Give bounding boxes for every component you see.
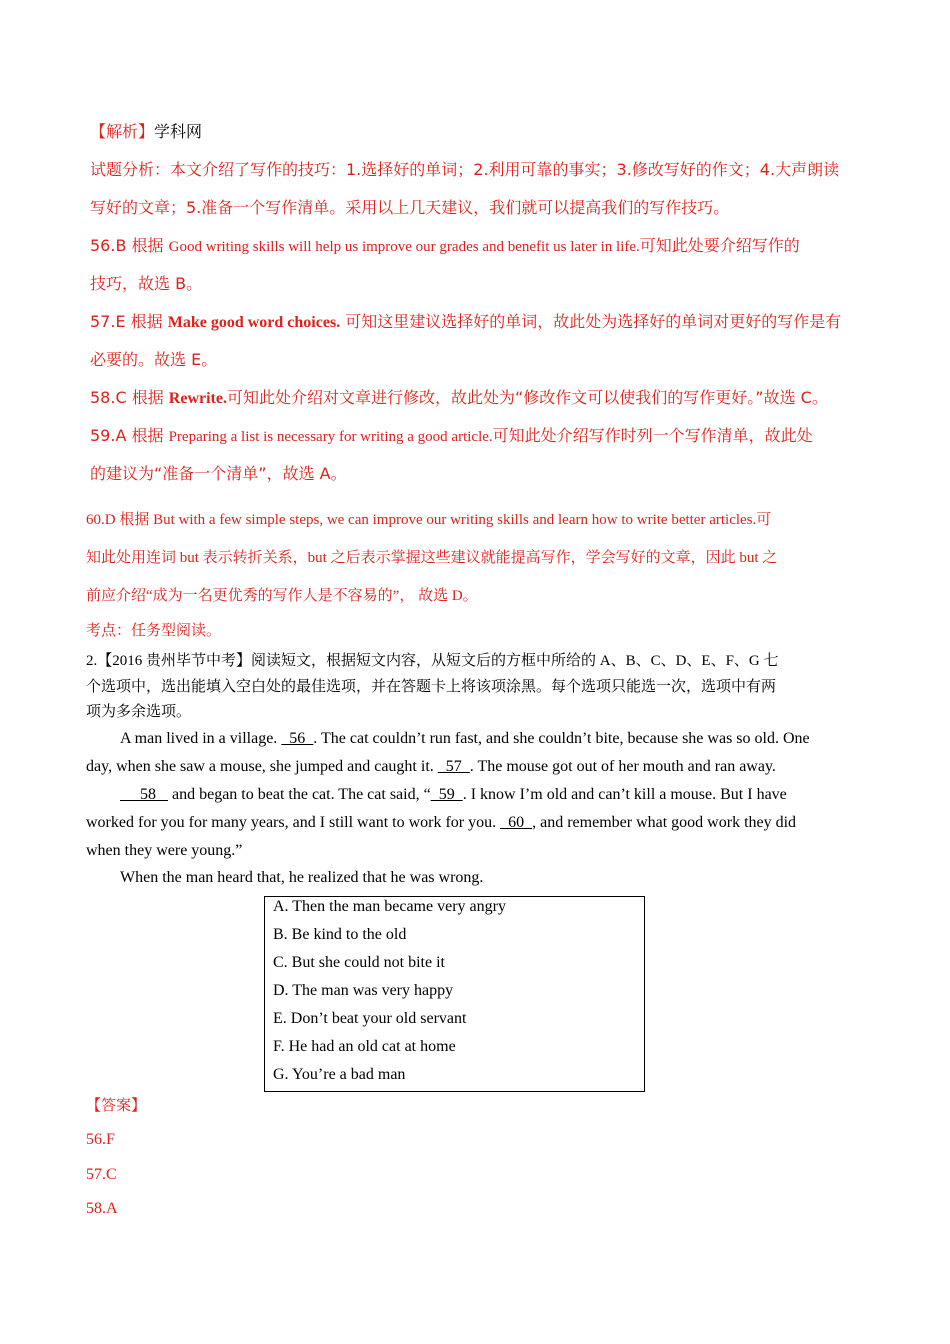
- passage-line-3: [120, 785, 787, 805]
- analysis-line-1: 试题分析：本文介绍了写作的技巧：1.选择好的单词；2.利用可靠的事实；3.修改写好的作文；4.大声朗读: [90, 160, 840, 179]
- q59-prefix: 59.A 根据: [90, 426, 169, 445]
- q59-quote: Preparing a list is necessary for writing a good article.: [168, 429, 493, 445]
- q60-line-2: 知此处用连词 but 表示转折关系，but 之后表示掌握这些建议就能提高写作，学会写好的文章，因此 but 之: [86, 550, 778, 566]
- passage-line-1: [120, 729, 810, 749]
- q2-intro-2: 个选项中，选出能填入空白处的最佳选项，并在答题卡上将该项涂黑。每个选项只能选一次，选项中有两: [86, 679, 777, 695]
- q56-quote: Good writing skills will help us improve our grades and benefit us later in life.: [168, 239, 640, 255]
- text: . I know I’m old and can’t kill a mouse. But I have: [462, 786, 787, 803]
- analysis-source: 学科网: [154, 122, 203, 141]
- q57-explanation: [90, 312, 841, 333]
- q58-explanation: [90, 388, 828, 409]
- text: worked for you for many years, and I still want to work for you.: [86, 814, 501, 831]
- q57-suffix: 可知这里建议选择好的单词，故此处为选择好的单词对更好的写作是有: [340, 312, 842, 331]
- analysis-bracket: 【解析】: [90, 122, 155, 141]
- q60-line-1: 60.D 根据 But with a few simple steps, we can improve our writing skills and learn how to write better articles.可: [86, 512, 772, 528]
- option-g[interactable]: G. You’re a bad man: [273, 1066, 406, 1083]
- blank-60[interactable]: 60: [500, 814, 533, 831]
- answer-57: 57.C: [86, 1166, 117, 1183]
- q57-prefix: 57.E 根据: [90, 312, 168, 331]
- q56-suffix: 可知此处要介绍写作的: [639, 236, 800, 255]
- text: . The cat couldn’t run fast, and she couldn’t bite, because she was so old. One: [313, 730, 810, 747]
- options-box: [264, 896, 645, 1092]
- passage-line-5: when they were young.”: [86, 842, 243, 859]
- text: and began to beat the cat. The cat said, “: [168, 786, 431, 803]
- passage-line-6: When the man heard that, he realized that he was wrong.: [120, 869, 484, 886]
- q56-line-2: 技巧，故选 B。: [90, 274, 203, 293]
- passage-line-2: [86, 757, 776, 777]
- q59-line-2: 的建议为“准备一个清单”，故选 A。: [90, 464, 347, 483]
- q2-intro-3: 项为多余选项。: [86, 704, 192, 720]
- q57-quote: Make good word choices.: [167, 314, 341, 331]
- blank-58[interactable]: 58: [120, 786, 168, 803]
- analysis-line-2: 写好的文章；5.准备一个写作清单。采用以上几天建议，我们就可以提高我们的写作技巧。: [90, 198, 730, 217]
- blank-57[interactable]: 57: [437, 758, 470, 775]
- text: A man lived in a village.: [120, 730, 282, 747]
- q56-explanation: [90, 236, 800, 257]
- option-c[interactable]: C. But she could not bite it: [273, 954, 445, 971]
- text: . The mouse got out of her mouth and ran away.: [469, 758, 776, 775]
- q60-line-3: 前应介绍“成为一名更优秀的写作人是不容易的”， 故选 D。: [86, 588, 478, 604]
- kaodian: 考点：任务型阅读。: [86, 623, 222, 639]
- option-e[interactable]: E. Don’t beat your old servant: [273, 1010, 467, 1027]
- text: day, when she saw a mouse, she jumped and caught it.: [86, 758, 438, 775]
- q59-suffix: 可知此处介绍写作时列一个写作清单，故此处: [492, 426, 813, 445]
- option-b[interactable]: B. Be kind to the old: [273, 926, 407, 943]
- blank-56[interactable]: 56: [281, 730, 314, 747]
- answer-56: 56.F: [86, 1131, 115, 1148]
- answers-label: 【答案】: [86, 1098, 147, 1114]
- q58-prefix: 58.C 根据: [90, 388, 169, 407]
- q58-suffix: 可知此处介绍对文章进行修改，故此处为“修改作文可以使我们的写作更好。”故选 C。: [226, 388, 828, 407]
- option-d[interactable]: D. The man was very happy: [273, 982, 454, 999]
- q58-quote: Rewrite.: [168, 390, 227, 407]
- option-a[interactable]: A. Then the man became very angry: [273, 898, 506, 915]
- option-f[interactable]: F. He had an old cat at home: [273, 1038, 456, 1055]
- q57-line-2: 必要的。故选 E。: [90, 350, 218, 369]
- q2-intro-1: 2.【2016 贵州毕节中考】阅读短文，根据短文内容，从短文后的方框中所给的 A、B、C、D、E、F、G 七: [86, 653, 779, 669]
- text: , and remember what good work they did: [532, 814, 797, 831]
- passage-line-4: [86, 813, 796, 833]
- q56-prefix: 56.B 根据: [90, 236, 169, 255]
- answer-58: 58.A: [86, 1200, 118, 1217]
- analysis-header: [90, 122, 202, 142]
- blank-59[interactable]: 59: [430, 786, 463, 803]
- q59-explanation: [90, 426, 813, 447]
